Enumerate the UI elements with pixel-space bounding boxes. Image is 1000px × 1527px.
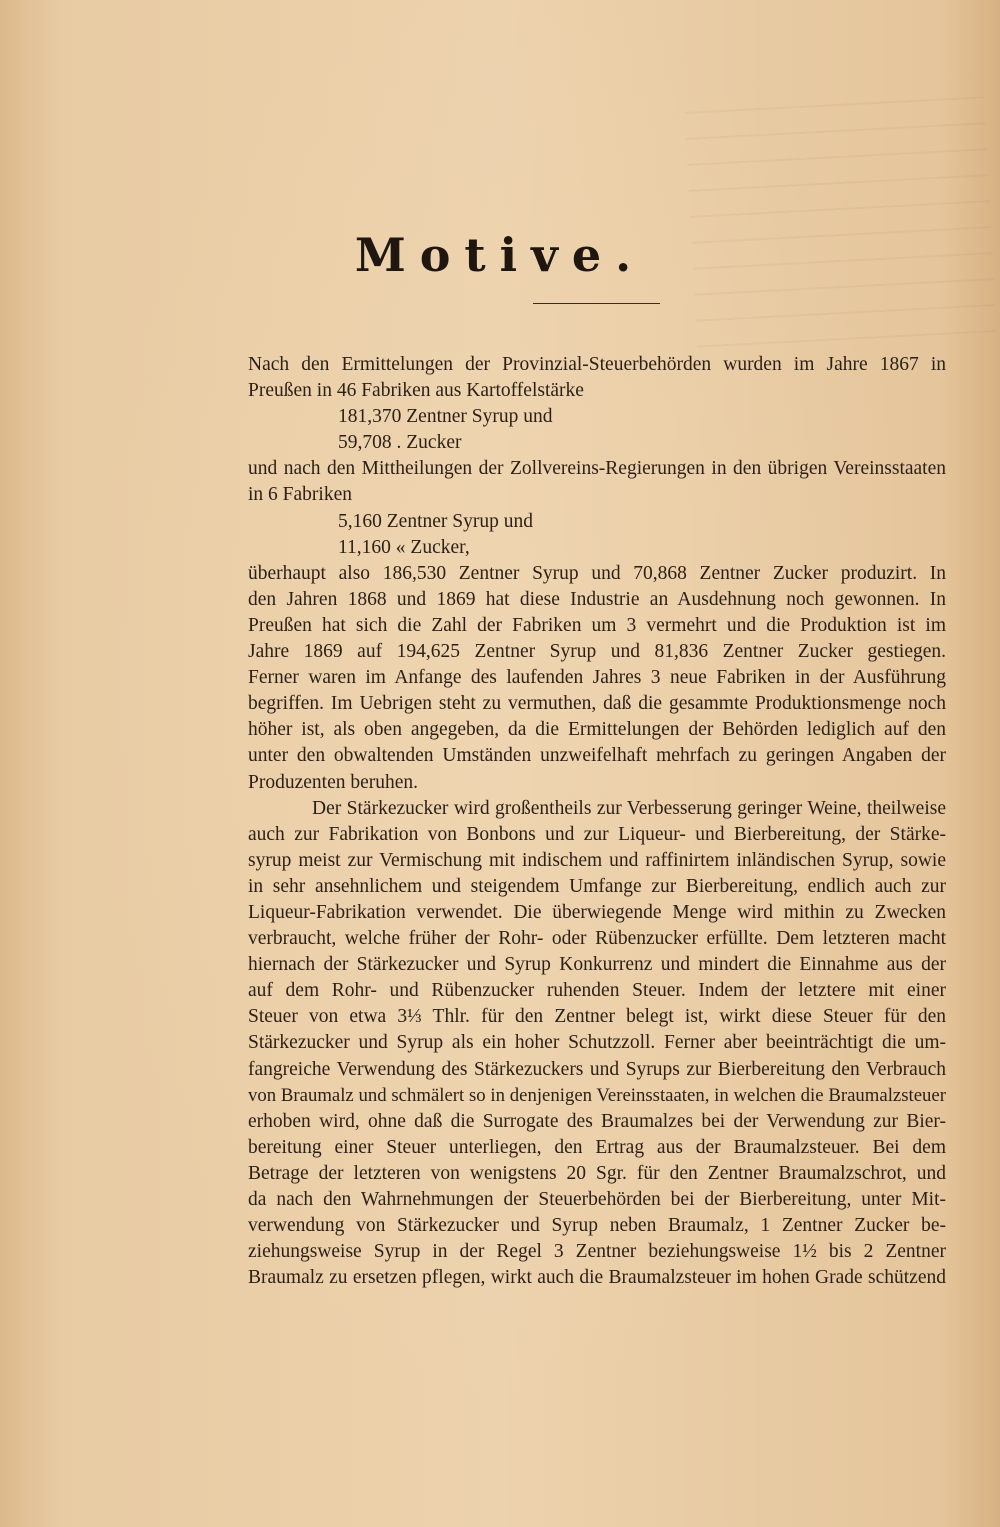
text-line: Betrage der letzteren von wenigstens 20 Sgr. für den Zentner Braumalzschrot, und [248,1162,946,1184]
text-line: fangreiche Verwendung des Stärkezuckers und Syrups zur Bierbereitung den Verbrauch [248,1058,946,1080]
text-line: den Jahren 1868 und 1869 hat diese Industrie an Ausdehnung noch gewonnen. In [248,588,946,610]
text-line: Stärkezucker und Syrup als ein hoher Schutzzoll. Ferner aber beeinträchtigt die um- [248,1032,946,1054]
text-line: verbraucht, welche früher der Rohr- oder Rübenzucker erfüllte. Dem letzteren macht [248,928,946,950]
text-line: Der Stärkezucker wird großentheils zur Verbesserung geringer Weine, theilweise [312,797,946,819]
text-line: Braumalz zu ersetzen pflegen, wirkt auch die Braumalzsteuer im hohen Grade schützend [248,1267,946,1289]
text-line: auch zur Fabrikation von Bonbons und zur Liqueur- und Bierbereitung, der Stärke- [248,823,946,845]
text-line: verwendung von Stärkezucker und Syrup neben Braumalz, 1 Zentner Zucker be- [248,1215,946,1237]
text-line: Steuer von etwa 3⅓ Thlr. für den Zentner belegt ist, wirkt diese Steuer für den [248,1006,946,1028]
text-line: in 6 Fabriken [248,484,352,506]
text-line: Preußen hat sich die Zahl der Fabriken um 3 vermehrt und die Produktion ist im [248,614,946,636]
text-line: in sehr ansehnlichem und steigendem Umfange zur Bierbereitung, endlich auch zur [248,875,946,897]
text-line: Ferner waren im Anfange des laufenden Jahres 3 neue Fabriken in der Ausführung [248,667,946,689]
text-line: überhaupt also 186,530 Zentner Syrup und 70,868 Zentner Zucker produzirt. In [248,562,946,584]
bleed-through-text [683,72,996,347]
title-divider [533,303,660,304]
text-line: bereitung einer Steuer unterliegen, den Ertrag aus der Braumalzsteuer. Bei dem [248,1136,946,1158]
text-line: 5,160 Zentner Syrup und [338,510,533,532]
text-line: Produzenten beruhen. [248,771,419,793]
text-line: Preußen in 46 Fabriken aus Kartoffelstärke [248,380,584,402]
text-line: 181,370 Zentner Syrup und [338,406,553,428]
text-line: da nach den Wahrnehmungen der Steuerbehörden bei der Bierbereitung, unter Mit- [248,1189,946,1210]
page-title: Motive. [354,228,646,282]
text-line: erhoben wird, ohne daß die Surrogate des Braumalzes bei der Verwendung zur Bier- [248,1110,946,1132]
text-line: syrup meist zur Vermischung mit indischem und raffinirtem inländischen Syrup, sowie [248,849,946,871]
text-line: auf dem Rohr- und Rübenzucker ruhenden Steuer. Indem der letztere mit einer [248,980,946,1002]
text-line: unter den obwaltenden Umständen unzweifelhaft mehrfach zu geringen Angaben der [248,745,946,767]
text-line: 59,708 . Zucker [338,432,462,454]
text-line: und nach den Mittheilungen der Zollvereins-Regierungen in den übrigen Vereinsstaaten [248,458,946,480]
body-text [248,352,946,1291]
text-line: von Braumalz und schmälert so in denjenigen Vereinsstaaten, in welchen die Braumalzsteuer [248,1084,946,1106]
text-line: Liqueur-Fabrikation verwendet. Die überwiegende Menge wird mithin zu Zwecken [248,901,946,923]
text-line: 11,160 « Zucker, [338,536,470,558]
text-line: Jahre 1869 auf 194,625 Zentner Syrup und 81,836 Zentner Zucker gestiegen. [248,641,946,663]
text-line: Nach den Ermittelungen der Provinzial-Steuerbehörden wurden im Jahre 1867 in [248,354,946,375]
text-line: höher ist, als oben angegeben, da die Ermittelungen der Behörden lediglich auf den [248,719,946,741]
text-line: hiernach der Stärkezucker und Syrup Konkurrenz und mindert die Einnahme aus der [248,954,946,976]
text-line: ziehungsweise Syrup in der Regel 3 Zentner beziehungsweise 1½ bis 2 Zentner [248,1241,946,1263]
text-line: begriffen. Im Uebrigen steht zu vermuthen, daß die gesammte Produktionsmenge noch [248,693,946,715]
